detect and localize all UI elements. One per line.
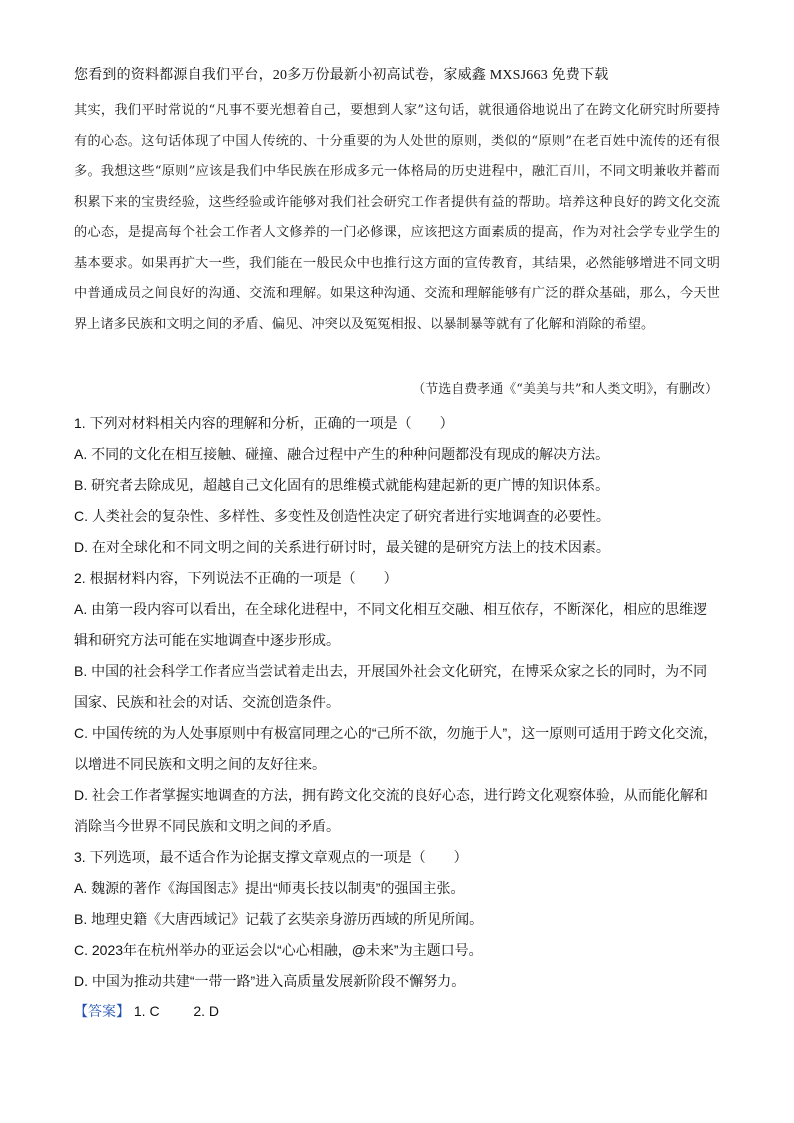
option-d: D. 中国为推动共建“一带一路”进入高质量发展新阶段不懈努力。 [74,973,466,989]
option-d: D. 在对全球化和不同文明之间的关系进行研讨时，最关键的是研究方法上的技术因素。 [74,539,610,555]
question-stem: 2. 根据材料内容，下列说法不正确的一项是（ ） [74,570,398,586]
question-2 [74,563,720,842]
question-3 [74,842,720,997]
answer-key [74,1001,219,1021]
option-a: A. 由第一段内容可以看出，在全球化进程中，不同文化相互交融、相互依存，不断深化，相应的思维逻辑和研究方法可能在实地调查中逐步形成。 [74,601,708,648]
passage-paragraph: 其实，我们平时常说的“凡事不要光想着自己，要想到人家”这句话，就很通俗地说出了在跨文化研究时所要持有的心态。这句话体现了中国人传统的、十分重要的为人处世的原则，类似的“原则”在老百姓中流传的还有很多。我想这些“原则”应该是我们中华民族在形成多元一体格局的历史进程中，融汇百川，不同文明兼收并蓄而积累下来的宝贵经验，这些经验或许能够对我们社会研究工作者提供有益的帮助。培养这种良好的跨文化交流的心态，是提高每个社会工作者人文修养的一门必修课，应该把这方面素质的提高，作为对社会学专业学生的基本要求。如果再扩大一些，我们能在一般民众中也推行这方面的宣传教育，其结果，必然能够增进不同文明中普通成员之间良好的沟通、交流和理解。如果这种沟通、交流和理解能够有广泛的群众基础，那么，今天世界上诸多民族和文明之间的矛盾、偏见、冲突以及冤冤相报、以暴制暴等就有了化解和消除的希望。 [74,103,720,332]
option-a: A. 魏源的著作《海国图志》提出“师夷长技以制夷”的强国主张。 [74,880,465,896]
option-c: C. 2023年在杭州举办的亚运会以“心心相融，@未来”为主题口号。 [74,942,483,958]
answer-tag: 【答案】 [74,1003,130,1019]
question-1 [74,408,720,563]
option-d: D. 社会工作者掌握实地调查的方法，拥有跨文化交流的良好心态，进行跨文化观察体验，从而能化解和消除当今世界不同民族和文明之间的矛盾。 [74,787,708,834]
option-b: B. 研究者去除成见，超越自己文化固有的思维模式就能构建起新的更广博的知识体系。 [74,477,610,493]
option-a: A. 不同的文化在相互接触、碰撞、融合过程中产生的种种问题都没有现成的解决方法。 [74,446,610,462]
answer-item: 1. C [133,1003,160,1019]
question-section [74,408,720,997]
answer-item: 2. D [193,1003,220,1019]
option-c: C. 中国传统的为人处事原则中有极富同理之心的“己所不欲，勿施于人”，这一原则可适用于跨文化交流，以增进不同民族和文明之间的友好往来。 [74,725,718,772]
option-b: B. 地理史籍《大唐西域记》记载了玄奘亲身游历西域的所见所闻。 [74,911,484,927]
reading-passage [74,96,720,340]
question-stem: 1. 下列对材料相关内容的理解和分析，正确的一项是（ ） [74,415,454,431]
question-stem: 3. 下列选项，最不适合作为论据支撑文章观点的一项是（ ） [74,849,468,865]
option-b: B. 中国的社会科学工作者应当尝试着走出去，开展国外社会文化研究，在博采众家之长的同时，为不同国家、民族和社会的对话、交流创造条件。 [74,663,708,710]
platform-notice: 您看到的资料都源自我们平台，20多万份最新小初高试卷，家威鑫 MXSJ663 免费下载 [74,68,609,83]
passage-source: （节选自费孝通《“美美与共”和人类文明》，有删改） [412,382,718,397]
option-c: C. 人类社会的复杂性、多样性、多变性及创造性决定了研究者进行实地调查的必要性。 [74,508,610,524]
